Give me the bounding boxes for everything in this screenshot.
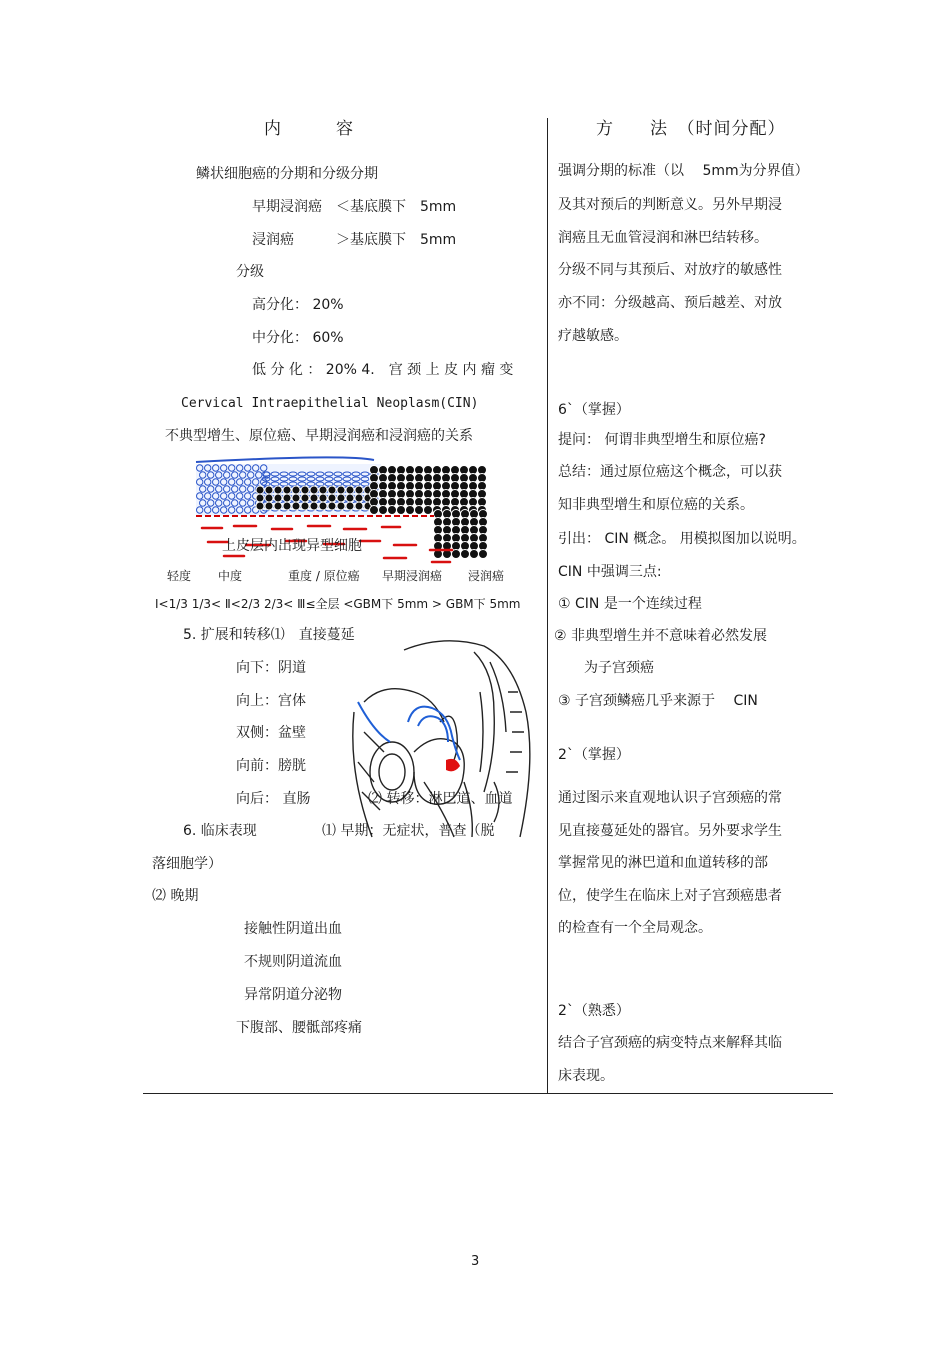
abnormal-cell [346,494,354,502]
clinical-title: 6. 临床表现 [183,823,257,839]
abnormal-cell [310,502,318,510]
symptom-discharge: 异常阴道分泌物 [244,987,342,1003]
method-clinical-2: 床表现。 [558,1068,614,1084]
abnormal-cell [301,502,309,510]
abnormal-cell [328,502,336,510]
metastasis: ⑵ 转移：淋巴道、血道 [368,791,513,807]
abnormal-cell [256,486,264,494]
abnormal-cell [292,494,300,502]
abnormal-cell [346,502,354,510]
abnormal-cell [283,494,291,502]
grade-moderate: 中度 [218,569,243,583]
spread-down: 向下：阴道 [236,660,306,676]
page-number: 3 [471,1254,480,1269]
abnormal-cell [424,506,433,515]
abnormal-cell [337,494,345,502]
bottom-rule [143,1093,833,1094]
time-6-master: 6`（掌握） [558,402,630,418]
method-spread-4: 位，使学生在临床上对子宫颈癌患者 [558,888,782,904]
method-line-6: 疗越敏感。 [558,328,628,344]
pelvis-diagram [344,632,540,842]
fig-caption: 上皮层内出现异型细胞 [222,538,362,554]
abnormal-cell [274,494,282,502]
abnormal-cell [388,506,397,515]
method-header: 方 法 （时间分配） [596,119,786,139]
method-line-3: 润癌且无血管浸润和淋巴结转移。 [558,230,768,246]
abnormal-cell [397,506,406,515]
method-clinical-1: 结合子宫颈癌的病变特点来解释其临 [558,1035,782,1051]
abnormal-cell [310,486,318,494]
abnormal-cell [256,494,264,502]
staging-title: 鳞状细胞癌的分期和分级分期 [196,166,378,182]
cin-point-3: ③ 子宫颈鳞癌几乎来源于 CIN [558,693,758,709]
abnormal-cell [301,494,309,502]
abnormal-cell [415,506,424,515]
abnormal-cell [310,494,318,502]
cin-points-title: CIN 中强调三点: [558,564,662,580]
spread-back: 向后： 直肠 [236,791,311,807]
symptom-pain: 下腹部、腰骶部疼痛 [236,1020,362,1036]
abnormal-cell [292,486,300,494]
abnormal-cell [406,506,415,515]
abnormal-cell [265,486,273,494]
grade-early-invasive: 早期浸润癌 [382,569,443,583]
abnormal-cell [274,486,282,494]
method-spread-2: 见直接蔓延处的器官。另外要求学生 [558,823,782,839]
method-spread-5: 的检查有一个全局观念。 [558,920,712,936]
grade-invasive: 浸润癌 [468,569,505,583]
method-line-1: 强调分期的标准（以 5mm为分界值） [558,163,809,179]
abnormal-cell [265,502,273,510]
method-line-5: 亦不同：分级越高、预后越差、对放 [558,295,782,311]
grade-mid: 中分化： 60% [252,330,344,346]
method-spread-1: 通过图示来直观地认识子宫颈癌的常 [558,790,782,806]
method-line-4: 分级不同与其预后、对放疗的敏感性 [558,262,782,278]
abnormal-cell [319,494,327,502]
grade-mild: 轻度 [167,569,192,583]
abnormal-cell [283,486,291,494]
time-2-familiar: 2`（熟悉） [558,1003,630,1019]
method-question: 提问： 何谓非典型增生和原位癌? [558,432,766,448]
symptom-contact-bleeding: 接触性阴道出血 [244,921,342,937]
abnormal-cell [470,550,479,559]
abnormal-cell [370,506,379,515]
abnormal-cell [337,502,345,510]
cin-point-1: ① CIN 是一个连续过程 [558,596,702,612]
spread-lateral: 双侧：盆壁 [236,725,306,741]
content-header: 内 容 [264,119,354,139]
abnormal-cell [479,550,488,559]
symptom-irregular-bleeding: 不规则阴道流血 [244,954,342,970]
method-summary-cont: 知非典型增生和原位癌的关系。 [558,497,754,513]
spread-up: 向上：宫体 [236,693,306,709]
tumor-marker [446,759,460,771]
clinical-early: ⑴ 早期：无症状，普查（脱 [322,823,495,839]
abnormal-cell [337,486,345,494]
time-2-master: 2`（掌握） [558,747,630,763]
method-spread-3: 掌握常见的淋巴道和血道转移的部 [558,855,768,871]
abnormal-cell [292,502,300,510]
spread-title: 5. 扩展和转移⑴ 直接蔓延 [183,627,355,643]
clinical-early-cont: 落细胞学） [152,856,222,872]
grade-high: 高分化： 20% [252,297,344,313]
abnormal-cell [461,550,470,559]
relationship-title: 不典型增生、原位癌、早期浸润癌和浸润癌的关系 [165,428,473,444]
abnormal-cell [355,494,363,502]
abnormal-cell [319,502,327,510]
abnormal-cell [355,502,363,510]
abnormal-cell [346,486,354,494]
grade-ranges: Ⅰ<1/3 1/3< Ⅱ<2/3 2/3< Ⅲ≤全层 <GBM下 5mm > GBM下 5mm [155,597,521,611]
method-line-2: 及其对预后的判断意义。另外早期浸 [558,197,782,213]
abnormal-cell [256,502,264,510]
method-summary: 总结：通过原位癌这个概念，可以获 [558,464,782,480]
clinical-late: ⑵ 晚期 [152,888,199,904]
abnormal-cell [283,502,291,510]
grading-title: 分级 [236,264,264,280]
grade-severe: 重度 / 原位癌 [288,569,360,583]
grade-low-cin-title: 低 分 化 ： 20% 4. 宫 颈 上 皮 内 瘤 变 [252,362,514,378]
abnormal-cell [274,502,282,510]
invasive: 浸润癌 ＞基底膜下 5mm [252,232,457,248]
cin-english: Cervical Intraepithelial Neoplasm(CIN) [181,396,479,411]
spread-front: 向前：膀胱 [236,758,306,774]
abnormal-cell [355,486,363,494]
abnormal-cell [265,494,273,502]
cin-point-2-cont: 为子宫颈癌 [584,660,654,676]
cin-point-2: ② 非典型增生并不意味着必然发展 [554,628,768,644]
abnormal-cell [328,494,336,502]
abnormal-cell [319,486,327,494]
column-divider [547,118,548,1094]
early-invasive: 早期浸润癌 ＜基底膜下 5mm [252,199,457,215]
abnormal-cell [379,506,388,515]
abnormal-cell [301,486,309,494]
method-lead: 引出： CIN 概念。 用模拟图加以说明。 [558,531,806,547]
abnormal-cell [328,486,336,494]
